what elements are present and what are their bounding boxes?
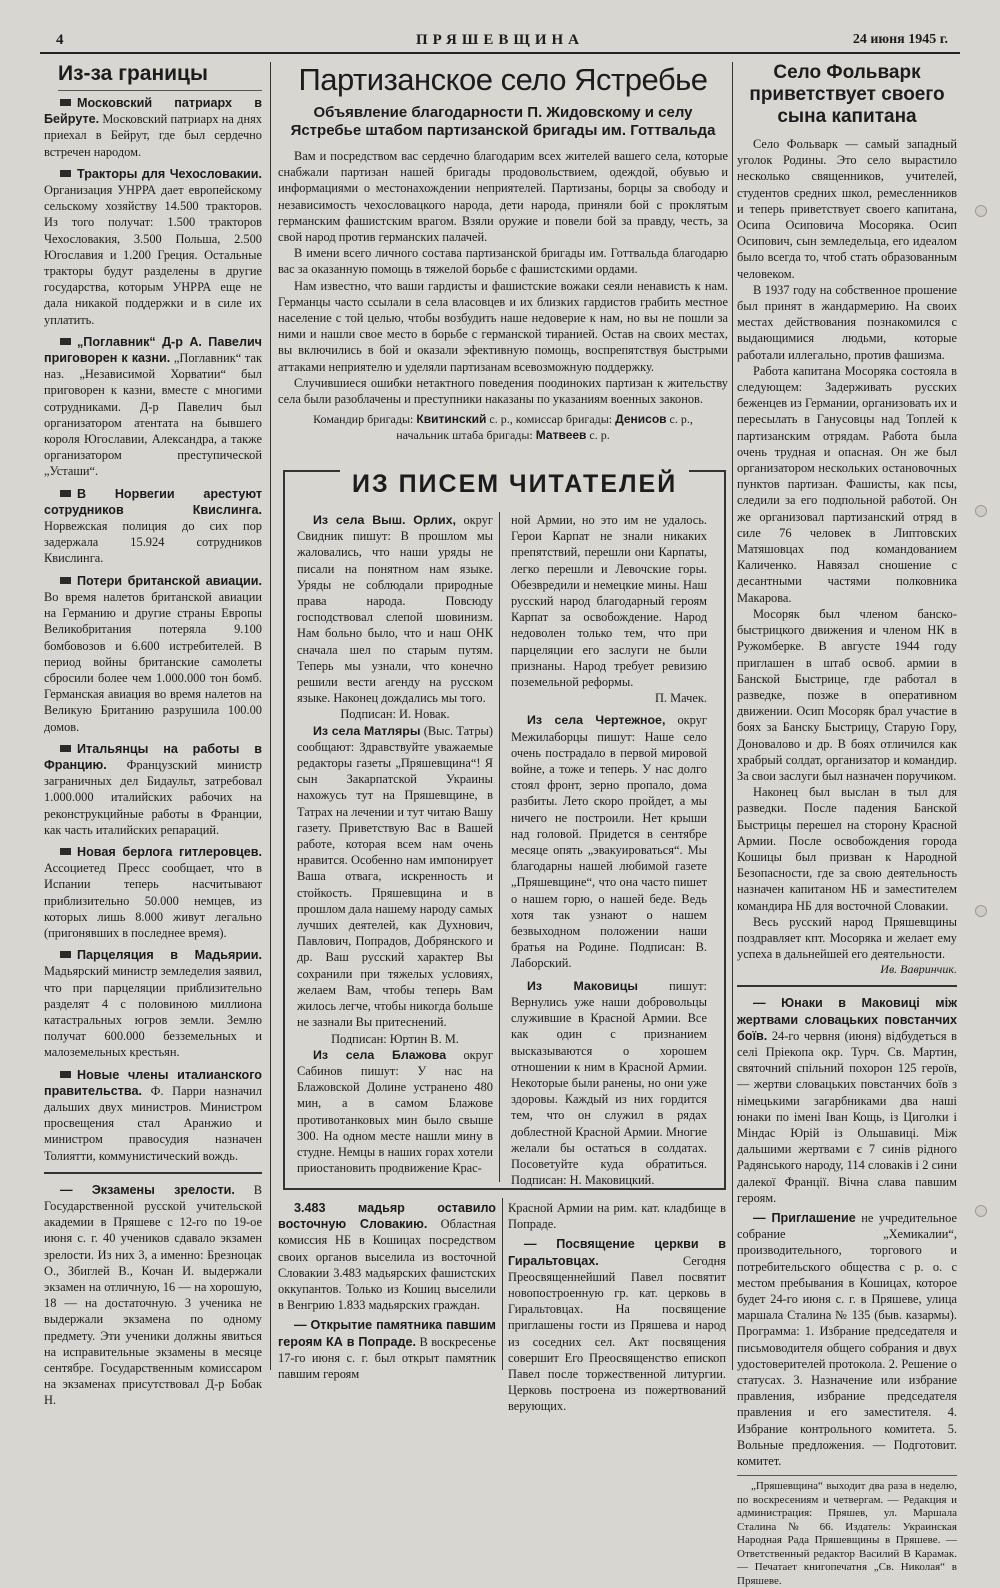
bullet-icon bbox=[60, 170, 71, 177]
sig-text: с. р., комиссар бригады: bbox=[489, 412, 613, 427]
news-body: „Поглавник“ так наз. „Независимой Хорватии“ был приговорен к казни, вместе с многими сотрудниками. Д-р Павелич был организатором атентата на бывшего короля Югославии, Александра, а также организатором преступической „Усташи“. bbox=[44, 351, 262, 479]
page-header bbox=[40, 30, 960, 54]
letter-text: округ Межилаборцы пишут: Наше село очень пострадало в первой мировой войне, а тоже и теперь. У нас долго стоял фронт, зерно пропало, дома разбиты. Лето скоро пройдет, а мы ничего не построили. Нет крыши над головой. Придется в сентябре месяце опять „эвакуироваться“. Мы благодарны нашей любимой газете „Пряшевщине“, что она часто пишет о нашем горю, о нашей беде. Ведь хотя так узнают о нашем безвыходном положении наши братья на Родине. Подписан: В. Лаборский. bbox=[511, 713, 707, 971]
sig-text: Командир бригады: bbox=[313, 412, 414, 427]
news-body: Норвежская полиция до сих пор задержала 15.924 сотрудников Квислинга. bbox=[44, 519, 262, 566]
letter bbox=[511, 712, 707, 971]
letter-lead: Из Маковицы bbox=[527, 978, 638, 993]
letter-text: пишут: Вернулись уже наши добровольцы служившие в Красной Армии. Все как один с признанием высказываются о хорошем отношении к ним в Красной Армии. Некоторые были ранены, но они уже здоровы. Каждый из них гордится тем, что он служил в рядах доблестной Красной Армии. Многие желали бы остаться в солдатах. Посоветуйте куда обратиться. Подписан: Н. Маковицкий. bbox=[511, 978, 707, 1188]
news-item bbox=[44, 95, 262, 160]
bottom-news-column-2 bbox=[508, 1200, 726, 1414]
article-paragraph: Мосоряк был членом банско-быстрицкого движения и членом НК в Ружомберке. В августе 1944 году приглашен в штаб освоб. армии в Банской Быстрице, где работал в разведке, позже в оперативном движении. Осип Мосоряк брал участие в боях за Банску Быстрицу, Старую Гору, Доновалово и др. В боях отличился как храбрый солдат, организатор и командир. За свои заслуги был назначен поручиком. bbox=[737, 606, 957, 783]
news-item bbox=[44, 947, 262, 1060]
article-paragraph: Село Фольварк — самый западный уголок Родины. Это село вырастило несколько священников, учителей, студентов средних школ, ремесленников и теперь приветствует своего капитана, Осипа Осиповича Мосоряка. Осип Осипович, сын земледельца, его идеалом было всегда то, чтоб стать образованным человеком. bbox=[737, 137, 957, 281]
news-body: Сегодня Преосвященнейший Павел посвятит новопостроенную гр. кат. церковь в Гиральтовцах. На посвящение приглашены гости из Пряшева и народ из соседних сел. Акт посвящения совершит Его Преосвященство епископ Павел после торжественной литургии. Церковь построена из пожертвований верующих. bbox=[508, 1253, 726, 1414]
article-paragraph: Наконец был выслан в тыл для разведки. После падения Банской Быстрицы перешел на сторону Красной Армии. После освобождения города Кошицы был призван к Народной Безопасности, где за свою деятельность назначен капитаном НБ и заместителем командира НБ для восточной Словакии. bbox=[737, 785, 957, 913]
bullet-icon bbox=[60, 490, 71, 497]
column-rule bbox=[732, 62, 733, 1370]
article-paragraph: В имени всего личного состава партизанской бригады им. Готтвальда благодарю вас за оказанную помощь в тяжелой борьбе с фашистскими ордами. bbox=[278, 246, 728, 277]
article-signature bbox=[278, 411, 728, 443]
news-item bbox=[508, 1200, 726, 1232]
article-paragraph: В 1937 году на собственное прошение был принят в жандармерию. На своих местах действования познакомился с выдающимися людьми, которые работали иллегально, против фашизма. bbox=[737, 282, 957, 362]
letter-text: (Выс. Татры) сообщают: Здравствуйте уважаемые редакторы газеты „Пряшевщина“! Я сын Закарпатской Украины нахожусь тут на Пряшевщине, в Татрах на лечении и тут читаю Вашу газету. Приветствую Вас в Вашей работе, которая всем нам очень нравится. Особенно нам импонирует Ваша отвага, искренность и стойкость. Пряшевщина и в прошлом дала нашему народу самых лучших деятелей, как Духнович, Павлович, Попрадов, Добрянского и др. Ваш русский характер Вы сохранили при тяжелых условиях, желаем Вам, чтобы теперь Вам жилось легче, чтобы никогда больше не зазнали Вы притеснений. bbox=[297, 723, 493, 1030]
foreign-news-list bbox=[44, 95, 262, 1164]
news-headline: — Юнаки в Маковиці між жертвами словацьких повстанчих боїв. bbox=[737, 996, 957, 1043]
news-headline: — Посвящение церкви в Гиральтовцах. bbox=[508, 1237, 726, 1268]
news-headline: — Приглашение bbox=[753, 1211, 856, 1225]
separator bbox=[737, 985, 957, 987]
news-body: В воскресенье 17-го июня с. г. был открыт памятник павшим героям bbox=[278, 1334, 497, 1382]
news-headline: Московский патриарх в Бейруте. bbox=[44, 96, 262, 127]
news-body: Организация УНРРА дает европейскому сельскому хозяйству 14.500 тракторов. Из того получат: 1.500 тракторов Чехословакия, 3.500 Польша, 2.500 Югославия и 1.200 Греция. Остальные тракторы будут разделены в другие государства, которым УНРРА еще не дала никакой поддержки и в силе их уплатить. bbox=[44, 183, 262, 327]
letter bbox=[297, 512, 493, 706]
foreign-news-column bbox=[44, 62, 262, 1408]
bullet-icon bbox=[60, 848, 71, 855]
news-item bbox=[44, 486, 262, 567]
bullet-icon bbox=[60, 99, 71, 106]
letters-box bbox=[283, 470, 726, 1190]
news-headline: Потери британской авиации. bbox=[77, 573, 262, 588]
letter bbox=[297, 723, 493, 1031]
news-item bbox=[44, 334, 262, 480]
folvark-column bbox=[737, 62, 957, 1587]
letter-sign: Подписан: И. Новак. bbox=[340, 707, 450, 722]
sig-name: Матвеев bbox=[535, 428, 587, 443]
news-body: Мадьярский министр земледелия заявил, что при парцеляции приблизительно разделят 4 с половиною миллиона катастральных югров земли. Землю получат 600.000 безземельных и малоземельных крестьян. bbox=[44, 964, 262, 1060]
exam-headline: — Экзамены зрелости. bbox=[60, 1182, 235, 1197]
news-item bbox=[44, 1067, 262, 1164]
sig-text: начальник штаба бригады: bbox=[396, 428, 533, 443]
article-paragraph: Нам известно, что ваши гардисты и фашистские вожаки сеяли ненависть к нам. Германцы часто ссылали в села власовцев и их близких гардистов грабить местное население с той целью, чтобы возбудить наше недоверие к нам, но вы не пошли за ними и нашли свое место в борьбе с германской тиранией. Остав на своих местах, вы включились в бой и оказали эфективную помощь, воспрепятствуя быстрыми аттаками неприятелю и уделяли партизанам всевозможную поддержку. bbox=[278, 278, 728, 374]
letter-lead: Из села Блажова bbox=[313, 1047, 447, 1062]
letter-sign: П. Мачек. bbox=[654, 691, 707, 706]
exam-article bbox=[44, 1182, 262, 1409]
news-body: Французский министр заграничных дел Бидаульт, затребовал 1.000.000 италийских рабочих на реконструкцийные работы в Франции, как часть италийских репараций. bbox=[44, 757, 262, 837]
news-item bbox=[44, 166, 262, 328]
news-item bbox=[278, 1200, 496, 1313]
issue-date: 24 июня 1945 г. bbox=[852, 32, 948, 47]
news-body: не учредительное собрание „Хемикалии“, производительного, торгового и потребительского общества с р. о. с местом пребывания в Кошицах, которое будет 24-го июня с. г. в Пряшеве, улица маршала Сталина № 135 (быв. казармы). Программа: 1. Избрание председателя и письмоводителя общего собрания и двух удостоверителей протокола. 2. Решение о статусах. 3. Назначение или избрание правления, избрание председателя правления и его заместителя. 4. Избрание контрольного комитета. 5. Вольные предложения. — Подготовит. комитет. bbox=[737, 1211, 957, 1469]
letter-sign: Подписан: Юртин В. М. bbox=[331, 1031, 459, 1046]
letter-text: округ Сабинов пишут: У нас на Блажовской Долине устранено 480 мин, а в самом Блажове противотанковых мин было свыше 300. На одном месте нашли мину в студне. Немцы в наших горах хотели приостановить продвижение Крас- bbox=[297, 1047, 493, 1176]
bottom-news-column-1 bbox=[278, 1200, 497, 1382]
bullet-icon bbox=[60, 951, 71, 958]
letters-column-2 bbox=[511, 512, 707, 1188]
news-item bbox=[278, 1317, 496, 1382]
sig-text: с. р. bbox=[589, 428, 610, 443]
news-headline: — Открытие памятника павшим героям КА в Попраде. bbox=[278, 1318, 496, 1349]
bullet-icon bbox=[60, 577, 71, 584]
sig-name: Квитинский bbox=[416, 412, 487, 427]
news-body: Красной Армии на рим. кат. кладбище в Попраде. bbox=[508, 1201, 726, 1232]
article-paragraph: Весь русский народ Пряшевщины поздравляет кпт. Мосоряка и желает ему успеха в дальнейшей его деятельности. bbox=[737, 914, 957, 962]
letters-title: ИЗ ПИСЕМ ЧИТАТЕЛЕЙ bbox=[340, 470, 689, 499]
letter-text: округ Свидник пишут: В прошлом мы жаловались, что наши уряды не писали на понятном нам языке. Уряды не соблюдали природные права народа. Повсюду господствовал слепой шовинизм. Нам больно было, что и наш ОНК сначала шел по старым путям. Теперь мы узнали, что конечно решили вести агенду на русском языке. Наконец дождались мы того. bbox=[297, 513, 493, 706]
letter-lead: Из села Матляры bbox=[313, 723, 421, 738]
news-headline: Новые члены италианского правительства. bbox=[44, 1067, 262, 1098]
news-body: Ф. Парри назначил дальших двух министров. Министром просвещения стал Аранжио и министром правосудия назначен Толиятти, коммунистический вождь. bbox=[44, 1083, 262, 1163]
separator bbox=[44, 1172, 262, 1174]
news-body: Во время налетов британской авиации на Германию и другие страны Европы Великобритания потеряла 9.100 бомбовозов и 6.600 истребителей. В период войны британские самолеты сбросили более чем 1.000.000 тон бомб. Германская авиация во время налетов на Великую Британию разрушила 100.00 домов. bbox=[44, 589, 262, 734]
news-item bbox=[737, 995, 957, 1206]
letter-text: ной Армии, но это им не удалось. Герои Карпат не знали никаких препятствий, перешли они Карпаты, легко перешли и Левочские горы. Обезвредили и немецкие мины. Наш русский народ благодарный героям Карпат за освобождение. Народ недоволен только тем, что при парцеляции его заслуги не были признаны. Народ требует ревизию поземельной реформы. bbox=[511, 513, 707, 690]
exam-body: В Государственной русской учительской академии в Пряшеве с 12-го по 19-ое июня с. г. 40 учеников сдавало экзамен зрелости. Из них 3, а именно: Брезноцак О., Збиглей В., Кочан И. выдержали экзамен на отличную, 16 — на хорошую, 18 — на достаточную. 3 ученика не выдержали экзамена по одному предмету. Эти ученики должны явиться на исправительные экзамены в месяце сентябре. Государственным комиссаром на экзаменах присутствовал Д-р Бобак Н. bbox=[44, 1182, 262, 1408]
article-title: Партизанское село Ястребье bbox=[298, 62, 708, 97]
article-paragraph: Работа капитана Мосоряка состояла в следующем: Задерживать русских беженцев из Германии, организовать их и пересылать в Ганусовцы над Топлей к партизанским отрядам. Работа была очень трудная и опасная. Он же был организатором нескольких остановочных пунктов партизан. Фашисты, как псы, следили за его подпольной работой. Он же организовал партизанский отряд в силе 76 человек в Липтовских Матяшовцах под командованием Каличенко. Навязал сношение с десантными частями полковника Макарова. bbox=[737, 363, 957, 605]
page-number: 4 bbox=[56, 32, 64, 48]
newspaper-title: ПРЯШЕВЩИНА bbox=[415, 32, 585, 48]
bullet-icon bbox=[60, 1071, 71, 1078]
letter-lead: Из села Чертежное, bbox=[527, 713, 666, 728]
column-rule bbox=[499, 512, 500, 1182]
article-author: Ив. Вавринчик. bbox=[880, 962, 957, 977]
letter-lead: Из села Выш. Орлих, bbox=[313, 513, 456, 527]
binder-hole-icon bbox=[975, 905, 987, 917]
bullet-icon bbox=[60, 745, 71, 752]
news-headline: „Поглавник“ Д-р А. Павелич приговорен к казни. bbox=[44, 334, 262, 366]
letter bbox=[511, 978, 707, 1189]
news-item bbox=[737, 1210, 957, 1469]
news-headline: В Норвегии арестуют сотрудников Квислинга. bbox=[44, 486, 262, 517]
news-body: Московский патриарх на днях приехал в Бейрут, где был сердечно встречен народом. bbox=[44, 112, 262, 159]
news-body: Областная комиссия НБ в Кошицах посредством своих органов выселила из восточной Словакии 3.483 мадьярских фашистских оккупантов. Только из Кошиц выселили в Венгрию 1.833 мадьярских граждан. bbox=[278, 1217, 496, 1313]
binder-hole-icon bbox=[975, 205, 987, 217]
binder-hole-icon bbox=[975, 1205, 987, 1217]
sig-text: с. р., bbox=[669, 412, 693, 427]
binder-hole-icon bbox=[975, 505, 987, 517]
news-body: 24-го червня (июня) відбудеться в селі Пріекопа окр. Турч. Св. Мартин, святочний спільний похорон 125 героїв, — жертви словацьких повстанчих боїв з німецькими загарбниками два наші юнаки по імені Іван Кощь, із Циголки і Міндас Юрій із Ольшавиці. Між дальшими жертвами є 7 синів рідного Радянського народу, 114 словаків і 2 сини далекої Франції. Вічна слава павшим героям. bbox=[737, 1028, 957, 1205]
article-paragraph: Вам и посредством вас сердечно благодарим всех жителей вашего села, которые снабжали партизан нашей бригады продовольствием, одеждой, обувью и информациями о местонахождении неприятелей. Партизаны, борцы за свободу и независимость чехословацкого народа, дети народа, приняли бой с проклятым германским фашистским врагом. Взяли оружие и повели бой за правду, честь, за свой народ против германских палачей. bbox=[278, 149, 728, 245]
section-title: Из-за границы bbox=[58, 62, 262, 91]
article-subtitle: Объявление благодарности П. Жидовскому и селу Ястребье штабом партизанской бригады им. Готтвальда bbox=[290, 104, 716, 139]
letter bbox=[297, 1047, 493, 1177]
partisan-article bbox=[278, 62, 728, 472]
imprint: „Пряшевщина“ выходит два раза в неделю, по воскресениям и четвергам. — Редакция и администрация: Пряшев, ул. Маршала Сталина № 66. Издатель: Украинская Народная Рада Пряшевщины в Пряшеве. — Ответственный редактор Василий В Карамак. — Печатает книгопечатня „Св. Николая“ в Пряшеве. bbox=[737, 1475, 957, 1588]
news-item bbox=[508, 1236, 726, 1414]
bullet-icon bbox=[60, 338, 71, 345]
article-title: Село Фольварк приветствует своего сына капитана bbox=[749, 62, 945, 127]
letter bbox=[511, 512, 707, 690]
sig-name: Денисов bbox=[615, 412, 667, 427]
news-body: Ассоциетед Пресс сообщает, что в Испании теперь насчитывают приблизительно 50.000 немцев, из которых лишь 8.000 живут легально (пригонявших в последнее время). bbox=[44, 861, 262, 940]
news-item bbox=[44, 844, 262, 941]
news-headline: Новая берлога гитлеровцев. bbox=[77, 844, 262, 859]
news-item bbox=[44, 573, 262, 735]
news-item bbox=[44, 741, 262, 838]
letters-column-1 bbox=[297, 512, 493, 1184]
column-rule bbox=[502, 1198, 503, 1370]
article-paragraph: Случившиеся ошибки нетактного поведения поодиноких партизан к жительству села были разоблачены и преступники наказаны по указаниям военных законов. bbox=[278, 375, 728, 407]
news-headline: Итальянцы на работы в Францию. bbox=[44, 741, 262, 772]
news-headline: Парцеляция в Мадьярии. bbox=[77, 948, 262, 963]
news-headline: Тракторы для Чехословакии. bbox=[77, 166, 262, 181]
news-headline: 3.483 мадьяр оставило восточную Словакию. bbox=[278, 1201, 496, 1232]
column-rule bbox=[270, 62, 271, 1370]
